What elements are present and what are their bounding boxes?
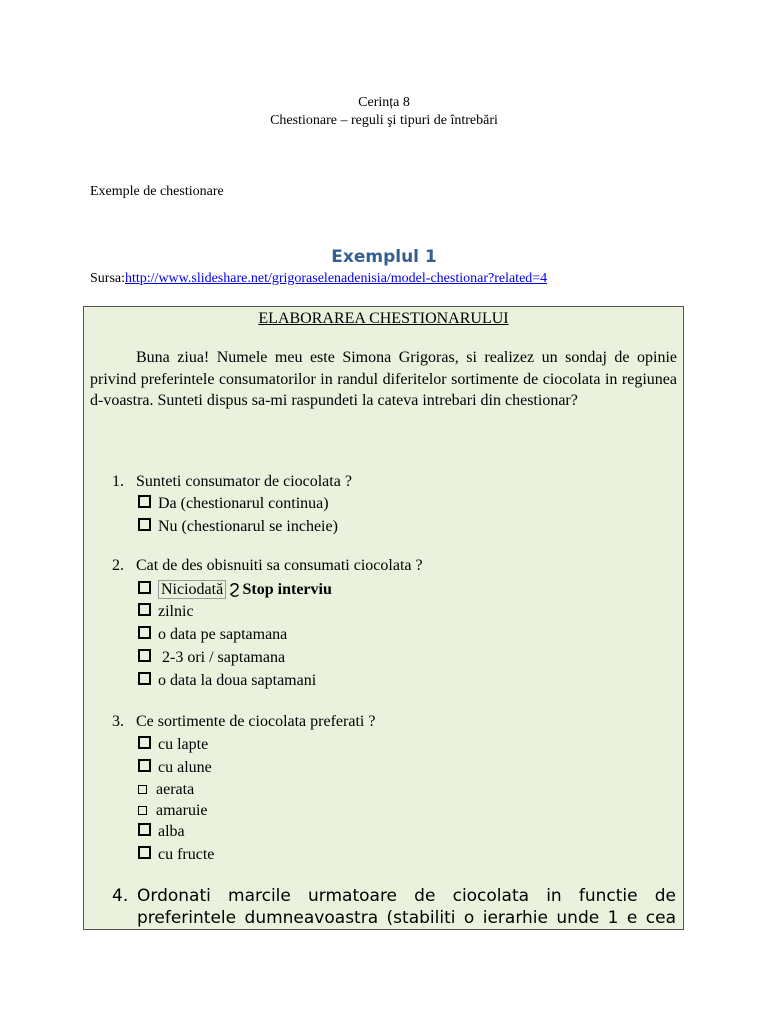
option-nu[interactable]: Nu (chestionarul se incheie) xyxy=(138,517,338,537)
checkbox-icon[interactable] xyxy=(138,495,151,508)
option-alba[interactable]: alba xyxy=(138,822,185,842)
question-3 xyxy=(112,713,375,731)
checkbox-icon[interactable] xyxy=(138,759,151,772)
checkbox-icon[interactable] xyxy=(138,736,151,749)
source-line xyxy=(90,271,547,287)
source-label: Sursa: xyxy=(90,271,125,286)
assignment-subtitle: Chestionare – reguli şi tipuri de întrebări xyxy=(270,113,498,128)
checkbox-icon[interactable] xyxy=(138,672,151,685)
question-text: Ce sortimente de ciocolata preferati ? xyxy=(136,713,376,730)
option-amaruie[interactable]: amaruie xyxy=(138,801,208,821)
checkbox-icon[interactable] xyxy=(138,806,147,815)
option-saptamanal[interactable]: o data pe saptamana xyxy=(138,625,287,645)
option-2-3-ori[interactable]: 2-3 ori / saptamana xyxy=(138,648,285,668)
question-2 xyxy=(112,557,423,575)
checkbox-icon[interactable] xyxy=(138,823,151,836)
question-4 xyxy=(112,885,676,929)
intro-paragraph: Buna ziua! Numele meu este Simona Grigoras, si realizez un sondaj de opinie privind preferintele consumatorilor in randul diferitelor sortimente de ciocolata in regiunea d-voastra. Sunteti dispus sa-mi raspundeti la cateva intrebari din chestionar? xyxy=(90,349,677,409)
arrow-icon: Ϩ xyxy=(229,580,240,598)
question-text: Ordonati marcile urmatoare de ciocolata in functie de preferintele dumneavoastra (stabiliti o ierarhie unde 1 e cea xyxy=(137,886,676,928)
checkbox-icon[interactable] xyxy=(138,785,147,794)
option-cu-fructe[interactable]: cu fructe xyxy=(138,845,214,865)
example-heading: Exemplul 1 xyxy=(331,247,437,267)
question-number: 2. xyxy=(112,557,124,574)
option-da[interactable]: Da (chestionarul continua) xyxy=(138,494,329,514)
stop-interview-label: Stop interviu xyxy=(242,581,332,598)
question-1 xyxy=(112,473,352,491)
checkbox-icon[interactable] xyxy=(138,603,151,616)
question-text: Cat de des obisnuiti sa consumati ciocolata ? xyxy=(136,557,423,574)
option-bilunar[interactable]: o data la doua saptamani xyxy=(138,671,316,691)
option-cu-alune[interactable]: cu alune xyxy=(138,758,212,778)
question-number: 4. xyxy=(112,886,129,906)
checkbox-icon[interactable] xyxy=(138,626,151,639)
question-number: 3. xyxy=(112,713,124,730)
niciodata-label: Niciodată xyxy=(158,580,226,599)
source-link[interactable]: http://www.slideshare.net/grigoraselenadenisia/model-chestionar?related=4 xyxy=(125,271,548,286)
question-number: 1. xyxy=(112,473,124,490)
option-cu-lapte[interactable]: cu lapte xyxy=(138,735,208,755)
question-text: Sunteti consumator de ciocolata ? xyxy=(136,473,352,490)
checkbox-icon[interactable] xyxy=(138,518,151,531)
section-label: Exemple de chestionare xyxy=(90,184,224,199)
option-niciodata[interactable] xyxy=(138,579,332,600)
checkbox-icon[interactable] xyxy=(138,846,151,859)
questionnaire-box xyxy=(83,306,684,930)
option-zilnic[interactable]: zilnic xyxy=(138,602,194,622)
questionnaire-title: ELABORAREA CHESTIONARULUI xyxy=(258,310,509,327)
assignment-title: Cerința 8 xyxy=(358,95,410,110)
checkbox-icon[interactable] xyxy=(138,649,151,662)
option-aerata[interactable]: aerata xyxy=(138,780,194,800)
checkbox-icon[interactable] xyxy=(138,581,151,594)
